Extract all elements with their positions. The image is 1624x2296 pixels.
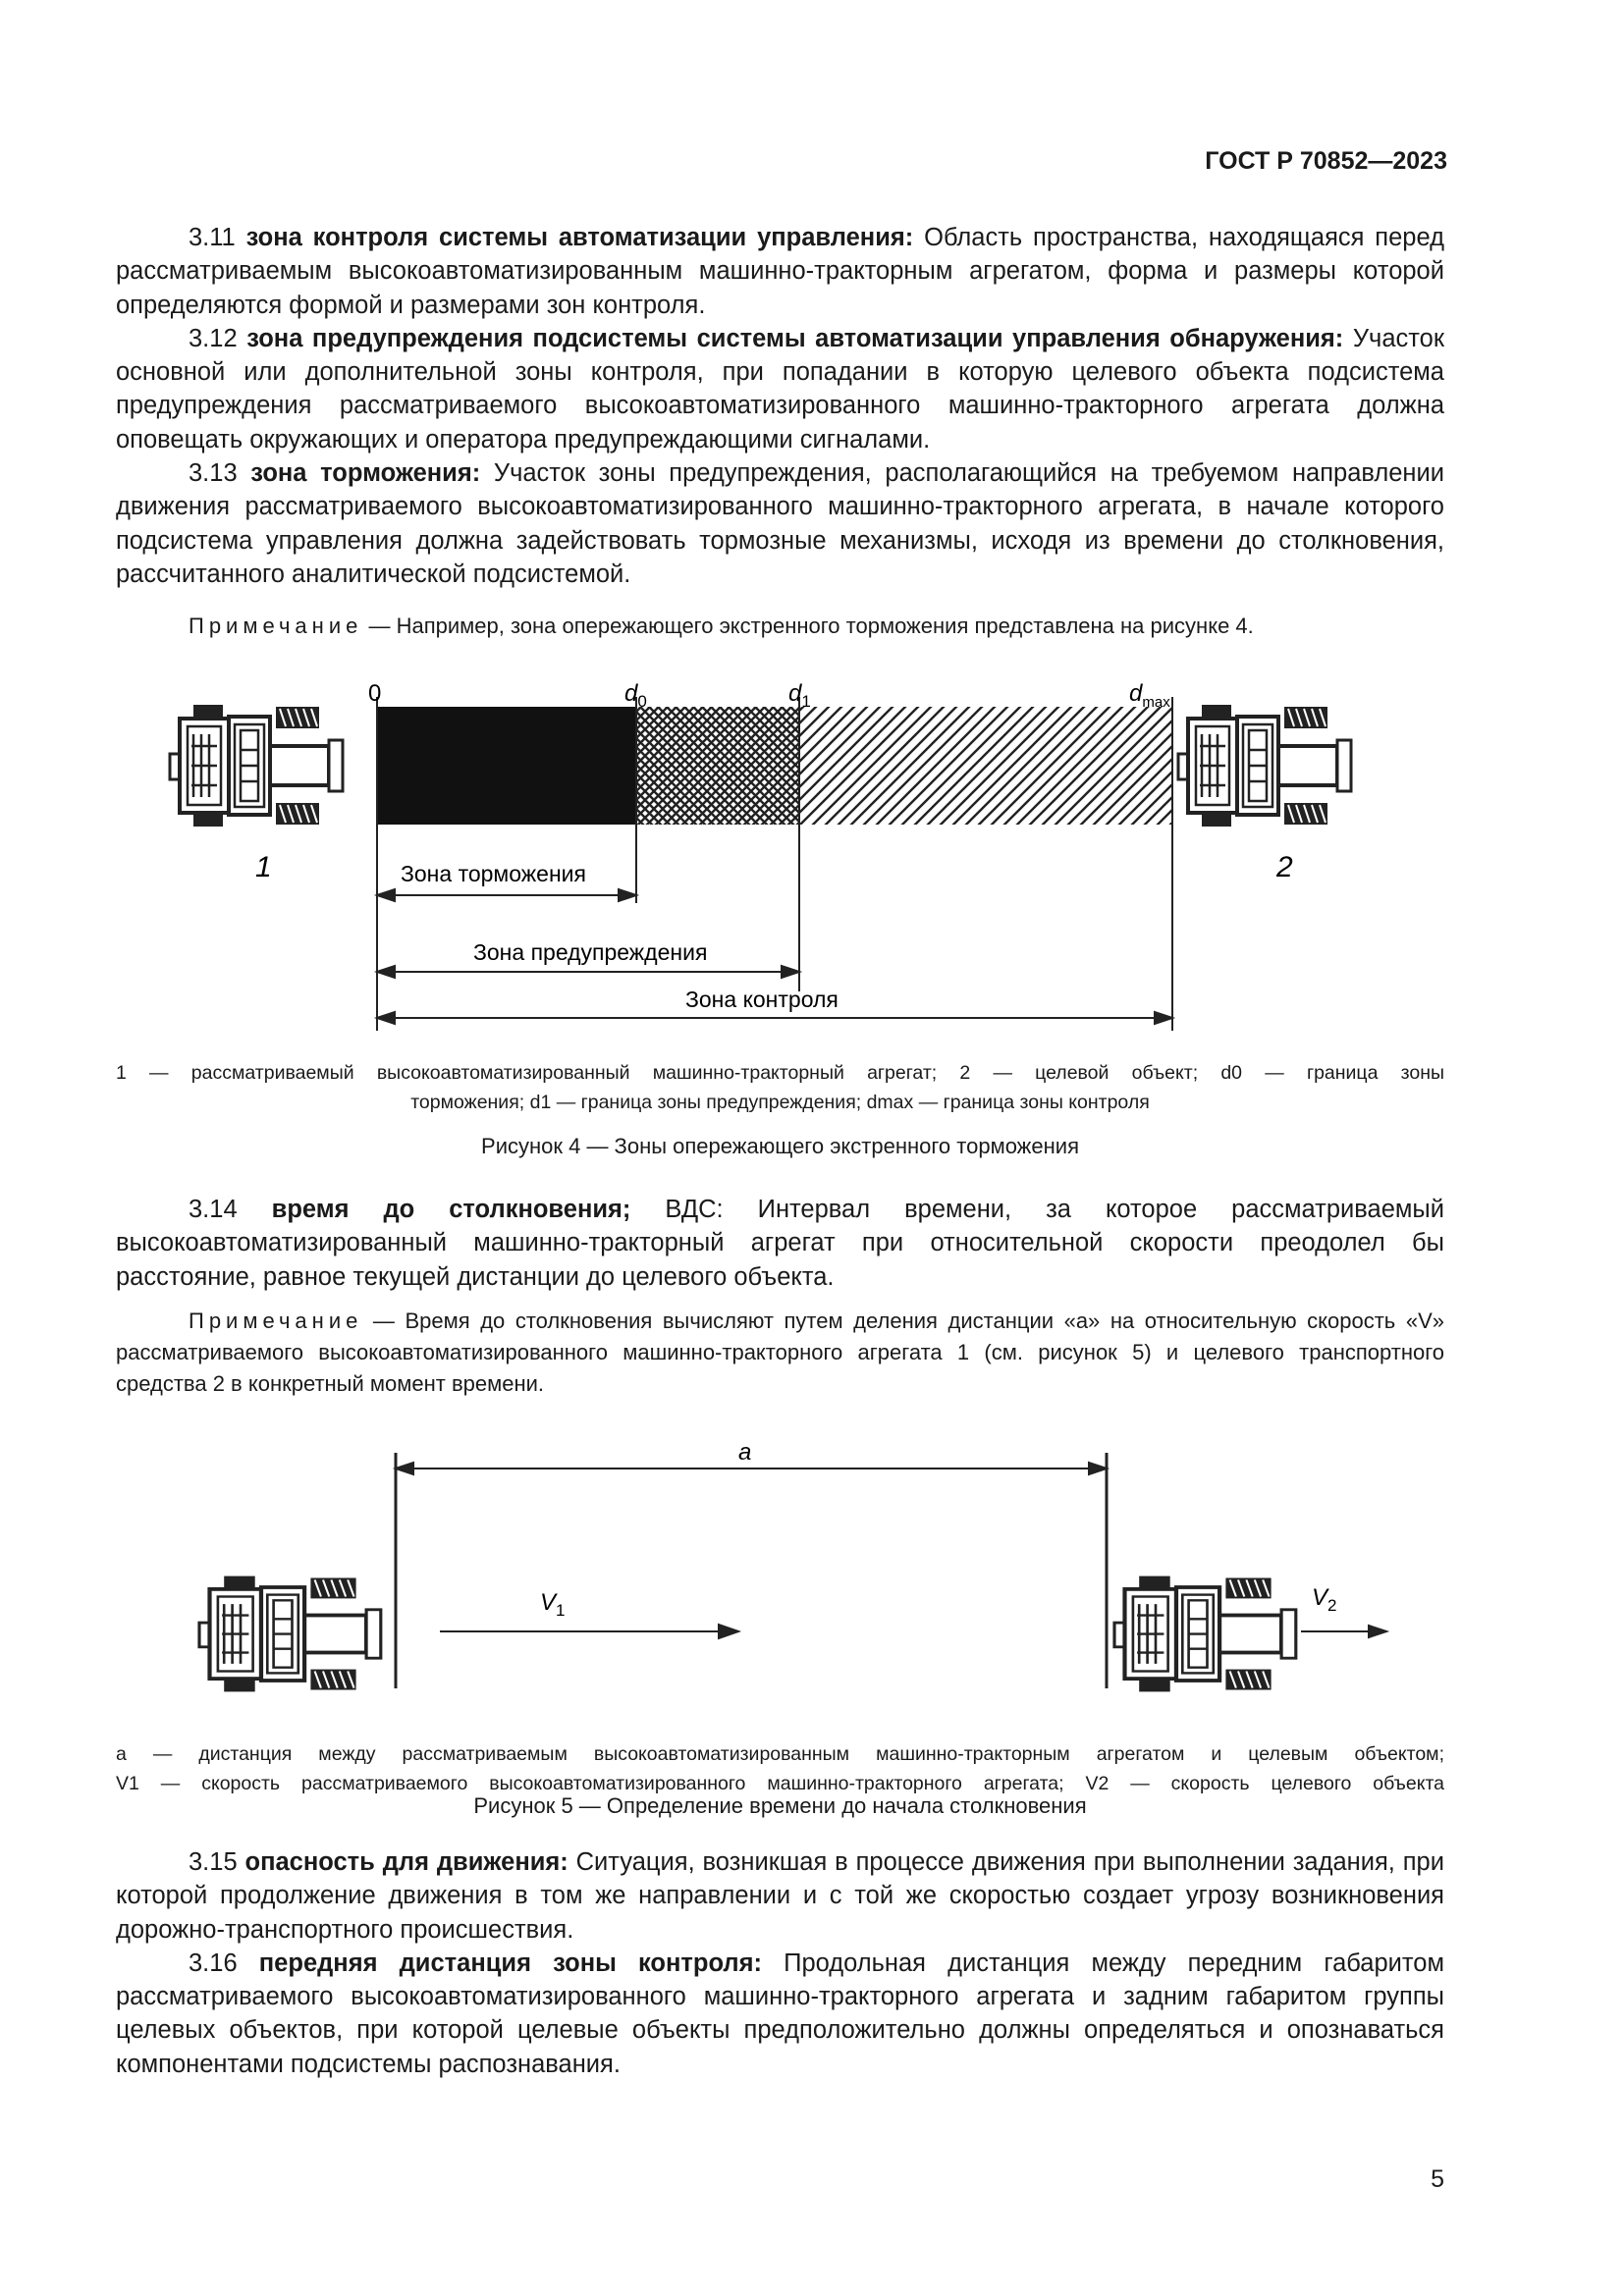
figure-5 [0,1433,1624,1728]
term-title: опасность для движения: [244,1848,568,1876]
note-2: Примечание — Время до столкновения вычисляют путем деления дистанции «а» на относительную скорость «V» рассматриваемого высокоавтоматизированного машинно-тракторного агрегата 1 (см. рисунок 5) и целевого транспортного средства 2 в конкретный момент времени. [116,1308,1444,1396]
term-3-11: 3.11 зона контроля системы автоматизации управления: Область пространства, находящаяся перед рассматриваемым высокоавтоматизированным машинно-тракторным агрегатом, форма и размеры которой определяются формой и размерами зон контроля. [116,224,1444,319]
figure-4-caption: Рисунок 4 — Зоны опережающего экстренного торможения [481,1134,1079,1158]
label-d1: $d_1$ [788,680,811,711]
figure-5-caption: Рисунок 5 — Определение времени до начала столкновения [473,1793,1087,1818]
term-title: время до столкновения; [271,1196,631,1223]
term-3-12: 3.12 зона предупреждения подсистемы системы автоматизации управления обнаружения: Участок основной или дополнительной зоны контроля, при попадании в которую целевого объекта подсистема предупреждения рассматриваемого высокоавтоматизированного машинно-тракторного агрегата должна оповещать окружающих и оператора предупреждающими сигналами. [116,324,1444,454]
warning-zone-fill [636,707,799,825]
term-title: зона контроля системы автоматизации управления: [245,224,914,251]
label-d0: $d_0$ [624,680,647,711]
braking-zone-label: Зона торможения [401,861,586,886]
label-zero: 0 [368,680,382,707]
figure-5-legend: a — дистанция между рассматриваемым высокоавтоматизированным машинно-тракторным агрегатом и целевым объектом; V1 — скорость рассматриваемого высокоавтоматизированного машинно-тракторного агрегата; V2 — скорость целевого объекта [116,1743,1444,1794]
braking-zone-fill [377,707,636,825]
control-zone-label: Зона контроля [685,987,839,1012]
v1-label: $V_1$ [540,1589,566,1620]
term-title: передняя дистанция зоны контроля: [258,1949,762,1977]
terms-top [116,221,1444,591]
note-1: Примечание — Например, зона опережающего экстренного торможения представлена на рисунке 4. [189,614,1254,638]
term-title: зона торможения: [250,459,481,488]
distance-a-label: a [738,1439,752,1466]
term-3-14: 3.14 время до столкновения; ВДС: Интервал времени, за которое рассматриваемый высокоавтоматизированный машинно-тракторный агрегат при относительной скорости преодолел бы расстояние, равное текущей дистанции до целевого объекта. [116,1196,1444,1291]
term-3-13: 3.13 зона торможения: Участок зоны предупреждения, располагающийся на требуемом направлении движения рассматриваемого высокоавтоматизированного машинно-тракторного агрегата, в начале которого подсистема управления должна задействовать тормозные механизмы, исходя из времени до столкновения, рассчитанного аналитической подсистемой. [116,459,1444,588]
standard-header: ГОСТ Р 70852—2023 [1205,147,1447,175]
term-3-14-block [116,1193,1444,1294]
term-3-15: 3.15 опасность для движения: Ситуация, возникшая в процессе движения при выполнении задания, при которой продолжение движения в том же направлении и с той же скоростью создает угрозу возникновения дорожно-транспортного происшествия. [116,1848,1444,1944]
control-zone-fill [799,707,1172,825]
warning-zone-label: Зона предупреждения [473,939,708,965]
v2-label: $V_2$ [1312,1584,1337,1615]
label-dmax: $d_{max}$ [1129,680,1170,711]
object-2-label: 2 [1276,851,1293,883]
note-label: Примечание [189,614,363,638]
term-title: зона предупреждения подсистемы системы автоматизации управления обнаружения: [246,324,1344,352]
page-number: 5 [1431,2165,1444,2193]
terms-bottom [116,1845,1444,2081]
object-1-label: 1 [255,851,272,883]
note-label: Примечание [189,1308,363,1333]
figure-4 [0,667,1624,1041]
term-3-16: 3.16 передняя дистанция зоны контроля: Продольная дистанция между передним габаритом рассматриваемого высокоавтоматизированного машинно-тракторного агрегата и задним габаритом группы целевых объектов, при которой целевые объекты предположительно должны определяться и опознаваться компонентами подсистемы распознавания. [116,1949,1444,2078]
figure-4-legend: 1 — рассматриваемый высокоавтоматизированный машинно-тракторный агрегат; 2 — целевой объект; d0 — граница зоны торможения; d1 — граница зоны предупреждения; dmax — граница зоны контроля [116,1062,1444,1113]
